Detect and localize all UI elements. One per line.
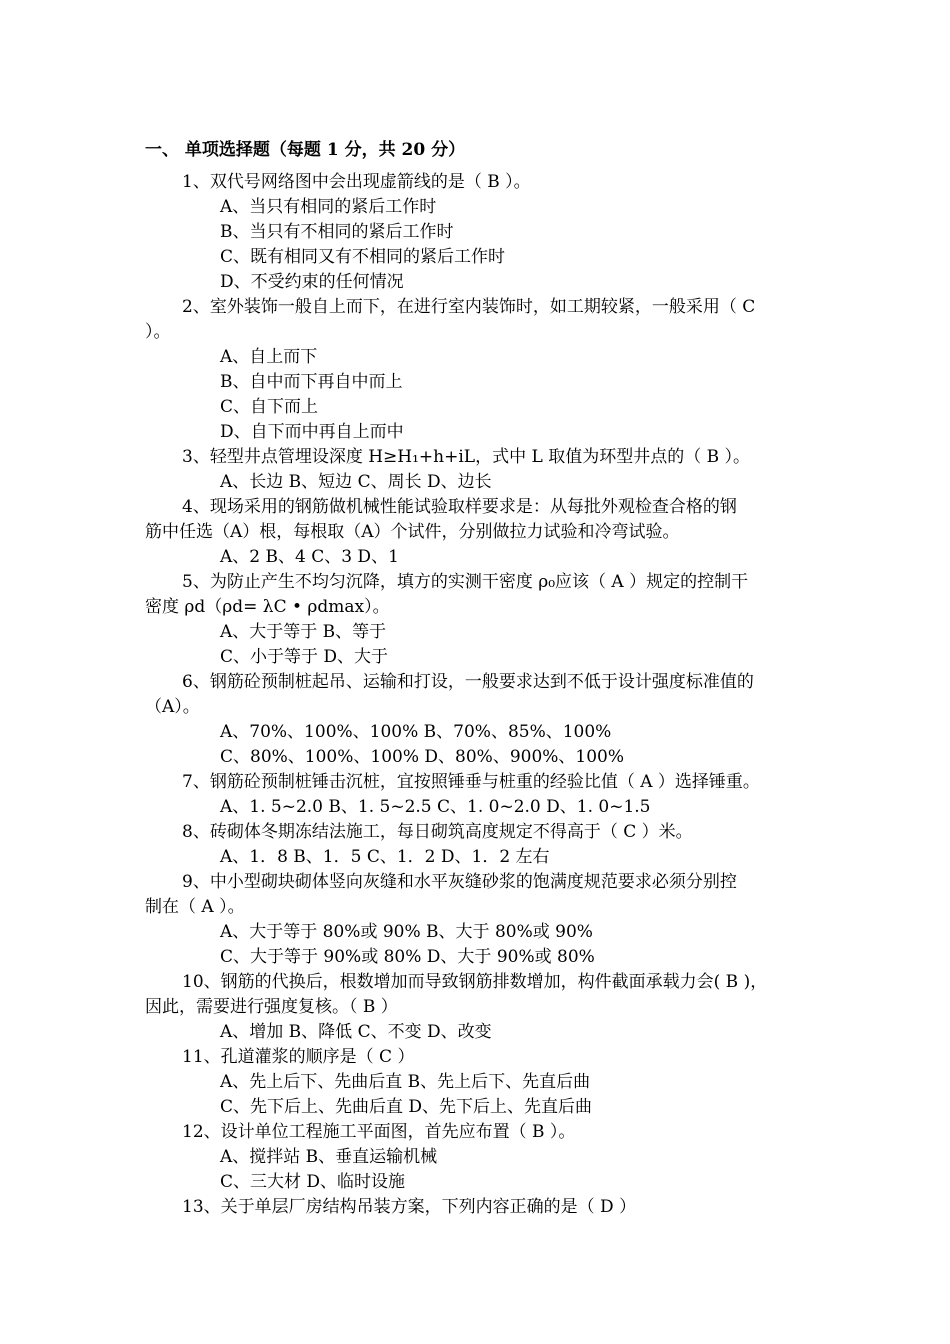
text-line: （A）。 bbox=[145, 697, 200, 717]
text-line: 1、双代号网络图中会出现虚箭线的是（ B ）。 bbox=[182, 172, 531, 192]
text-line: A、2 B、4 C、3 D、1 bbox=[220, 547, 399, 567]
text-line: ）。 bbox=[145, 322, 171, 342]
text-line: A、70%、100%、100% B、70%、85%、100% bbox=[220, 722, 612, 742]
text-line: B、当只有不相同的紧后工作时 bbox=[220, 222, 454, 242]
text-line: 12、设计单位工程施工平面图，首先应布置（ B ）。 bbox=[182, 1122, 576, 1142]
text-line: C、三大材 D、临时设施 bbox=[220, 1172, 406, 1192]
text-line: A、当只有相同的紧后工作时 bbox=[220, 197, 437, 217]
text-line: A、大于等于 B、等于 bbox=[220, 622, 387, 642]
text-line: 11、孔道灌浆的顺序是（ C ） bbox=[182, 1047, 415, 1067]
text-line: A、搅拌站 B、垂直运输机械 bbox=[220, 1147, 438, 1167]
text-line: A、大于等于 80%或 90% B、大于 80%或 90% bbox=[220, 922, 593, 942]
text-line: 筋中任选（A）根，每根取（A）个试件，分别做拉力试验和冷弯试验。 bbox=[145, 522, 680, 542]
text-line: A、长边 B、短边 C、周长 D、边长 bbox=[220, 472, 492, 492]
text-line: 5、为防止产生不均匀沉降，填方的实测干密度 ρ₀应该（ A ）规定的控制干 bbox=[182, 572, 749, 592]
text-line: 10、钢筋的代换后，根数增加而导致钢筋排数增加，构件截面承载力会( B )， bbox=[182, 972, 768, 992]
text-line: A、1．8 B、1．5 C、1．2 D、1．2 左右 bbox=[220, 847, 550, 867]
text-line: C、既有相同又有不相同的紧后工作时 bbox=[220, 247, 506, 267]
text-line: A、自上而下 bbox=[220, 347, 318, 367]
text-line: A、增加 B、降低 C、不变 D、改变 bbox=[220, 1022, 492, 1042]
text-line: C、先下后上、先曲后直 D、先下后上、先直后曲 bbox=[220, 1097, 593, 1117]
text-line: 密度 ρd（ρd= λC • ρdmax）。 bbox=[145, 597, 390, 617]
text-line: C、80%、100%、100% D、80%、900%、100% bbox=[220, 747, 625, 767]
text-line: 7、钢筋砼预制桩锤击沉桩，宜按照锤垂与桩重的经验比值（ A ）选择锤重。 bbox=[182, 772, 760, 792]
text-line: 9、中小型砌块砌体竖向灰缝和水平灰缝砂浆的饱满度规范要求必须分别控 bbox=[182, 872, 737, 892]
text-line: 2、室外装饰一般自上而下，在进行室内装饰时，如工期较紧，一般采用（ C bbox=[182, 297, 756, 317]
text-line: 因此，需要进行强度复核。（ B ） bbox=[145, 997, 398, 1017]
text-line: D、不受约束的任何情况 bbox=[220, 272, 404, 292]
text-line: 4、现场采用的钢筋做机械性能试验取样要求是：从每批外观检查合格的钢 bbox=[182, 497, 737, 517]
text-line: 13、关于单层厂房结构吊装方案，下列内容正确的是（ D ） bbox=[182, 1197, 637, 1217]
text-line: 8、砖砌体冬期冻结法施工，每日砌筑高度规定不得高于（ C ）米。 bbox=[182, 822, 693, 842]
text-line: 制在（ A ）。 bbox=[145, 897, 245, 917]
text-line: 3、轻型井点管埋设深度 H≥H₁+h+iL，式中 L 取值为环型井点的（ B ）。 bbox=[182, 447, 750, 467]
text-line: A、先上后下、先曲后直 B、先上后下、先直后曲 bbox=[220, 1072, 591, 1092]
text-line: 6、钢筋砼预制桩起吊、运输和打设，一般要求达到不低于设计强度标准值的 bbox=[182, 672, 754, 692]
text-line: A、1. 5~2.0 B、1. 5~2.5 C、1. 0~2.0 D、1. 0~1.5 bbox=[220, 797, 651, 817]
text-line: C、小于等于 D、大于 bbox=[220, 647, 389, 667]
text-line: D、自下而中再自上而中 bbox=[220, 422, 404, 442]
text-line: B、自中而下再自中而上 bbox=[220, 372, 403, 392]
section-title: 一、 单项选择题（每题 1 分，共 20 分） bbox=[145, 140, 466, 160]
text-line: C、自下而上 bbox=[220, 397, 319, 417]
text-line: C、大于等于 90%或 80% D、大于 90%或 80% bbox=[220, 947, 595, 967]
